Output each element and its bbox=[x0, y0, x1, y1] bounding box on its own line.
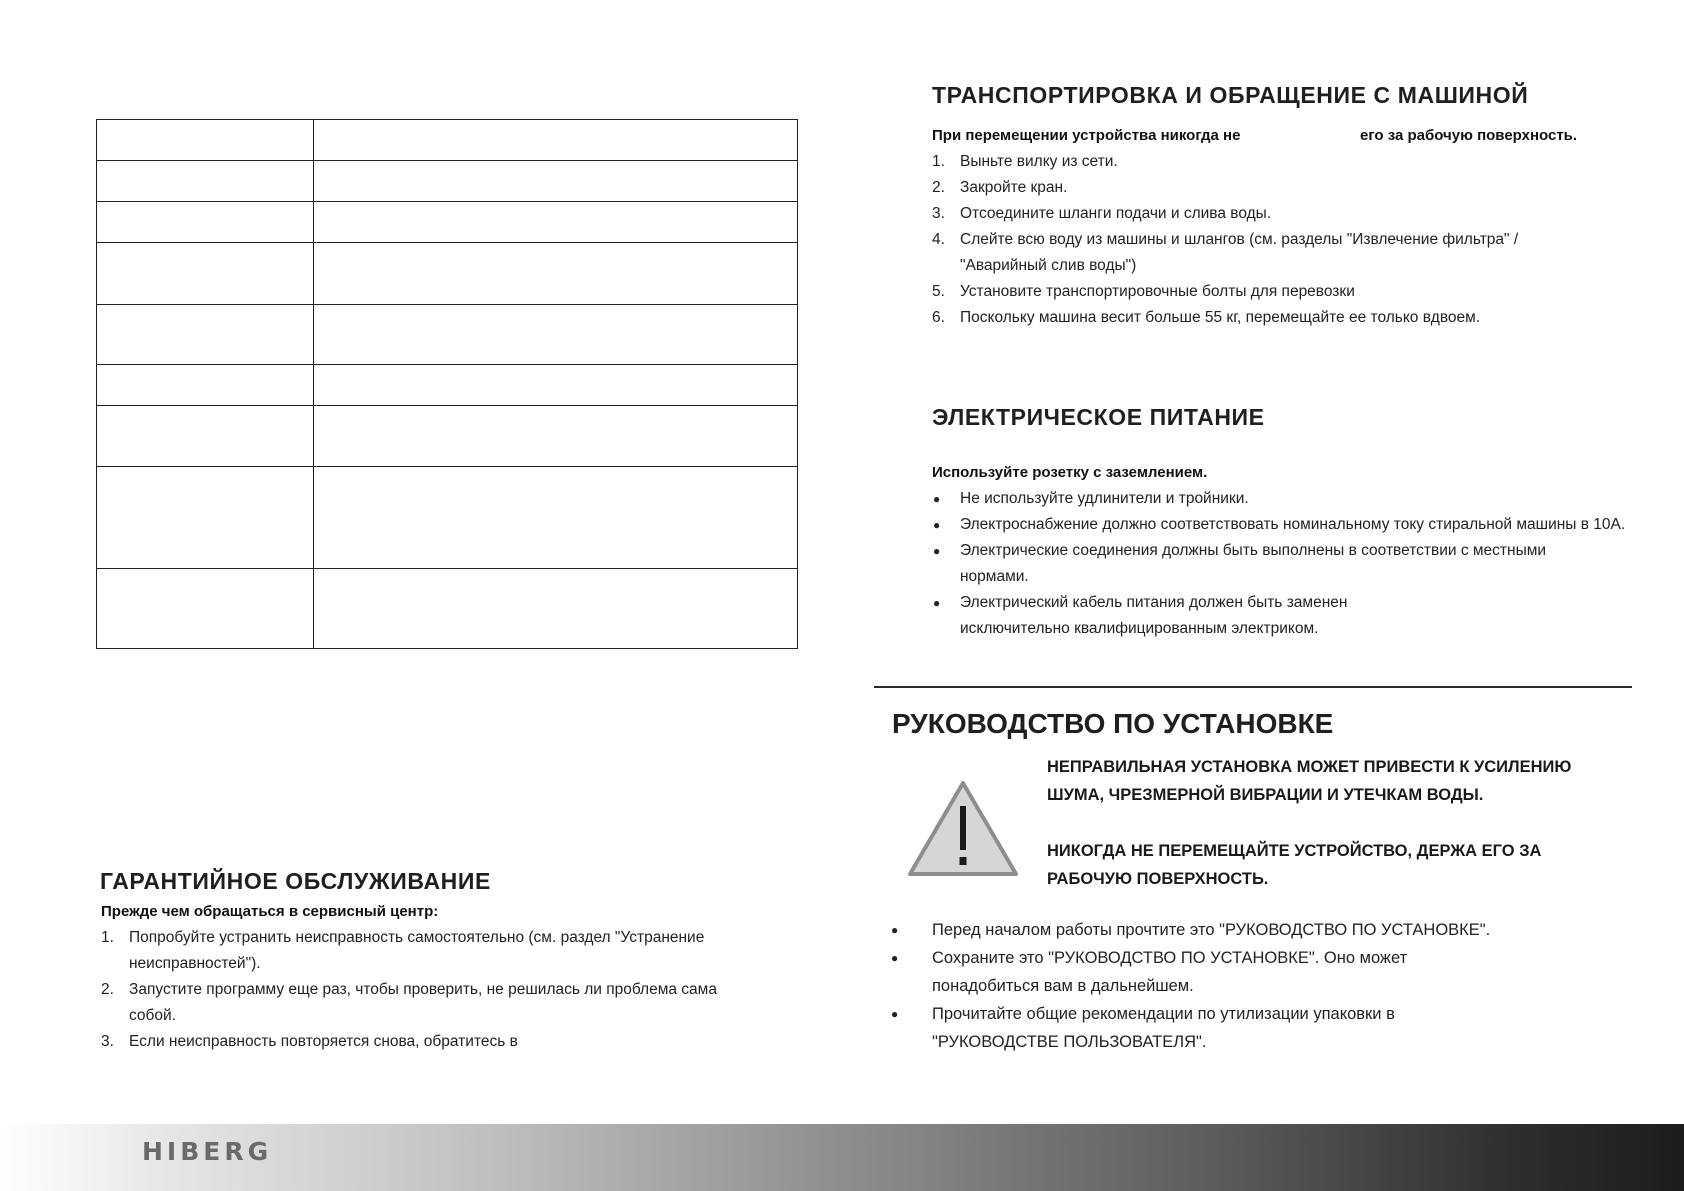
table-row bbox=[97, 569, 798, 649]
list-item bbox=[932, 538, 1632, 590]
step-number: 6. bbox=[932, 309, 945, 326]
table-row bbox=[97, 467, 798, 569]
step-number: 4. bbox=[932, 231, 945, 248]
step-number: 1. bbox=[932, 153, 945, 170]
step-text: Если неисправность повторяется снова, обратитесь в bbox=[129, 1033, 518, 1050]
bullet-text: Электрические соединения должны быть выполнены в соответствии с местными нормами. bbox=[960, 542, 1547, 585]
table-row bbox=[97, 161, 798, 202]
step-number: 1. bbox=[101, 929, 114, 946]
step-number: 5. bbox=[932, 283, 945, 300]
bullet-icon: ● bbox=[891, 923, 899, 937]
section-divider bbox=[874, 686, 1632, 688]
list-item bbox=[932, 227, 1612, 279]
list-item bbox=[932, 279, 1612, 305]
table-row bbox=[97, 365, 798, 406]
bullet-icon: ● bbox=[933, 596, 941, 610]
bullet-text: Перед началом работы прочтите это "РУКОВОДСТВО ПО УСТАНОВКЕ". bbox=[932, 921, 1491, 939]
list-item bbox=[890, 944, 1610, 1000]
step-number: 3. bbox=[101, 1033, 114, 1050]
table-cell bbox=[97, 569, 314, 649]
install-warning-1: НЕПРАВИЛЬНАЯ УСТАНОВКА МОЖЕТ ПРИВЕСТИ К УСИЛЕНИЮ ШУМА, ЧРЕЗМЕРНОЙ ВИБРАЦИИ И УТЕЧКАМ ВОДЫ. bbox=[1047, 758, 1572, 804]
table-cell bbox=[97, 120, 314, 161]
warranty-lead: Прежде чем обращаться в сервисный центр: bbox=[101, 903, 439, 920]
transport-lead-end: его за рабочую поверхность. bbox=[1360, 127, 1578, 144]
table-cell bbox=[314, 365, 798, 406]
list-item bbox=[932, 486, 1632, 512]
install-list bbox=[890, 916, 1610, 1056]
table-cell bbox=[314, 467, 798, 569]
table-cell bbox=[314, 120, 798, 161]
bullet-icon: ● bbox=[891, 951, 899, 965]
warranty-title: ГАРАНТИЙНОЕ ОБСЛУЖИВАНИЕ bbox=[100, 868, 491, 894]
bullet-text: Сохраните это "РУКОВОДСТВО ПО УСТАНОВКЕ". Оно может понадобиться вам в дальнейшем. bbox=[932, 949, 1408, 995]
bullet-icon: ● bbox=[933, 518, 941, 532]
step-text: Установите транспортировочные болты для перевозки bbox=[960, 283, 1355, 300]
bullet-text: Электрический кабель питания должен быть заменен исключительно квалифицированным электриком. bbox=[960, 594, 1348, 637]
step-text: Отсоедините шланги подачи и слива воды. bbox=[960, 205, 1272, 222]
brand-logo: HIBERG bbox=[142, 1137, 273, 1166]
step-number: 2. bbox=[932, 179, 945, 196]
bullet-icon: ● bbox=[891, 1007, 899, 1021]
table-cell bbox=[314, 161, 798, 202]
list-item bbox=[932, 201, 1612, 227]
table-cell bbox=[97, 406, 314, 467]
step-text: Выньте вилку из сети. bbox=[960, 153, 1118, 170]
warranty-steps bbox=[101, 925, 761, 1055]
step-number: 2. bbox=[101, 981, 114, 998]
transport-lead-start: При перемещении устройства никогда не bbox=[932, 127, 1241, 144]
step-text: Закройте кран. bbox=[960, 179, 1068, 196]
table-cell bbox=[97, 365, 314, 406]
bullet-icon: ● bbox=[933, 492, 941, 506]
table-row bbox=[97, 120, 798, 161]
step-text: Попробуйте устранить неисправность самостоятельно (см. раздел "Устранение неисправностей"). bbox=[129, 929, 705, 972]
install-warning-2: НИКОГДА НЕ ПЕРЕМЕЩАЙТЕ УСТРОЙСТВО, ДЕРЖА ЕГО ЗА РАБОЧУЮ ПОВЕРХНОСТЬ. bbox=[1047, 842, 1542, 888]
list-item bbox=[932, 590, 1632, 642]
table-cell bbox=[97, 467, 314, 569]
list-item bbox=[890, 1000, 1610, 1056]
table-cell bbox=[314, 569, 798, 649]
bullet-text: Электроснабжение должно соответствовать номинальному току стиральной машины в 10А. bbox=[960, 516, 1626, 533]
table-cell bbox=[97, 202, 314, 243]
table-row bbox=[97, 406, 798, 467]
table-row bbox=[97, 305, 798, 365]
list-item bbox=[932, 175, 1612, 201]
table-cell bbox=[314, 243, 798, 305]
transport-title: ТРАНСПОРТИРОВКА И ОБРАЩЕНИЕ С МАШИНОЙ bbox=[932, 82, 1529, 108]
list-item bbox=[890, 916, 1610, 944]
bullet-text: Не используйте удлинители и тройники. bbox=[960, 490, 1249, 507]
table-cell bbox=[97, 243, 314, 305]
list-item bbox=[101, 1029, 761, 1055]
spec-table bbox=[96, 119, 798, 649]
table-cell bbox=[314, 406, 798, 467]
list-item bbox=[932, 149, 1612, 175]
power-list bbox=[932, 486, 1632, 642]
bullet-text: Прочитайте общие рекомендации по утилизации упаковки в "РУКОВОДСТВЕ ПОЛЬЗОВАТЕЛЯ". bbox=[932, 1005, 1395, 1051]
list-item bbox=[932, 305, 1612, 331]
power-lead: Используйте розетку с заземлением. bbox=[932, 464, 1208, 481]
table-cell bbox=[97, 305, 314, 365]
warning-triangle-icon bbox=[906, 779, 1020, 879]
table-row bbox=[97, 202, 798, 243]
list-item bbox=[101, 977, 761, 1029]
step-text: Слейте всю воду из машины и шлангов (см. разделы "Извлечение фильтра" / "Аварийный слив воды") bbox=[960, 231, 1519, 274]
table-cell bbox=[97, 161, 314, 202]
install-title: РУКОВОДСТВО ПО УСТАНОВКЕ bbox=[892, 708, 1334, 739]
step-number: 3. bbox=[932, 205, 945, 222]
table-cell bbox=[314, 202, 798, 243]
step-text: Поскольку машина весит больше 55 кг, перемещайте ее только вдвоем. bbox=[960, 309, 1481, 326]
power-title: ЭЛЕКТРИЧЕСКОЕ ПИТАНИЕ bbox=[932, 404, 1265, 430]
table-row bbox=[97, 243, 798, 305]
step-text: Запустите программу еще раз, чтобы проверить, не решилась ли проблема сама собой. bbox=[129, 981, 717, 1024]
list-item bbox=[101, 925, 761, 977]
bullet-icon: ● bbox=[933, 544, 941, 558]
transport-steps bbox=[932, 149, 1612, 331]
table-cell bbox=[314, 305, 798, 365]
list-item bbox=[932, 512, 1632, 538]
